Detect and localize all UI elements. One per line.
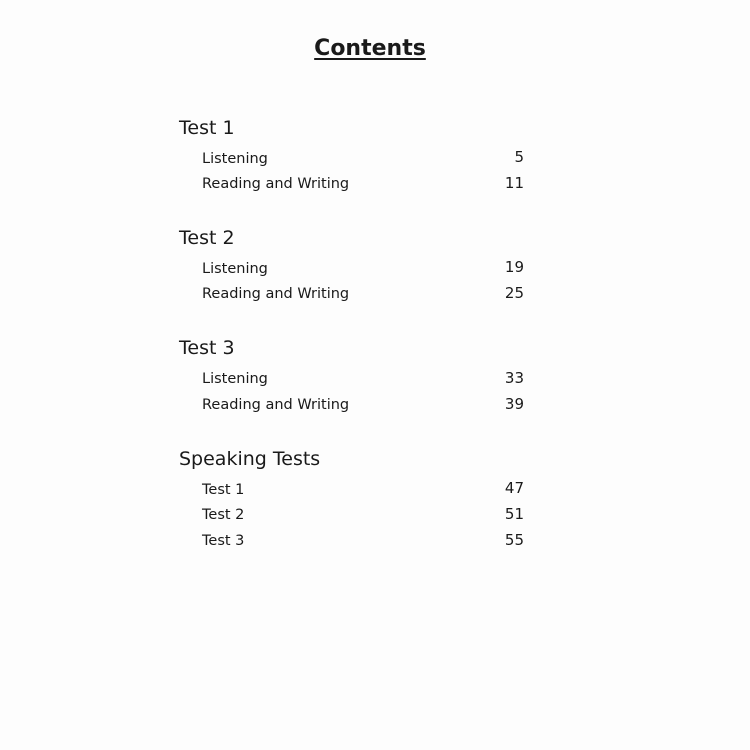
section-heading: Test 2 <box>179 227 235 249</box>
toc-item-label: Test 3 <box>202 533 245 549</box>
toc-item-label: Reading and Writing <box>202 286 350 302</box>
toc-item-page: 19 <box>504 258 524 276</box>
section-heading: Test 3 <box>179 337 235 359</box>
toc-item-label: Reading and Writing <box>202 397 350 413</box>
section-heading: Test 1 <box>179 117 235 139</box>
toc-item-page: 11 <box>504 174 524 192</box>
toc-item-label: Listening <box>202 261 268 277</box>
toc-item-page: 51 <box>504 505 524 523</box>
toc-item-page: 55 <box>504 531 524 549</box>
page-title: Contents <box>314 36 426 61</box>
toc-item-page: 47 <box>504 479 524 497</box>
toc-item-page: 5 <box>514 148 524 166</box>
toc-item-label: Reading and Writing <box>202 176 350 192</box>
toc-item-page: 25 <box>504 284 524 302</box>
toc-item-label: Listening <box>202 151 268 167</box>
section-heading: Speaking Tests <box>179 448 321 470</box>
toc-item-label: Test 1 <box>202 482 245 498</box>
toc-item-label: Listening <box>202 371 268 387</box>
toc-item-label: Test 2 <box>202 507 245 523</box>
toc-item-page: 33 <box>504 369 524 387</box>
toc-item-page: 39 <box>504 395 524 413</box>
